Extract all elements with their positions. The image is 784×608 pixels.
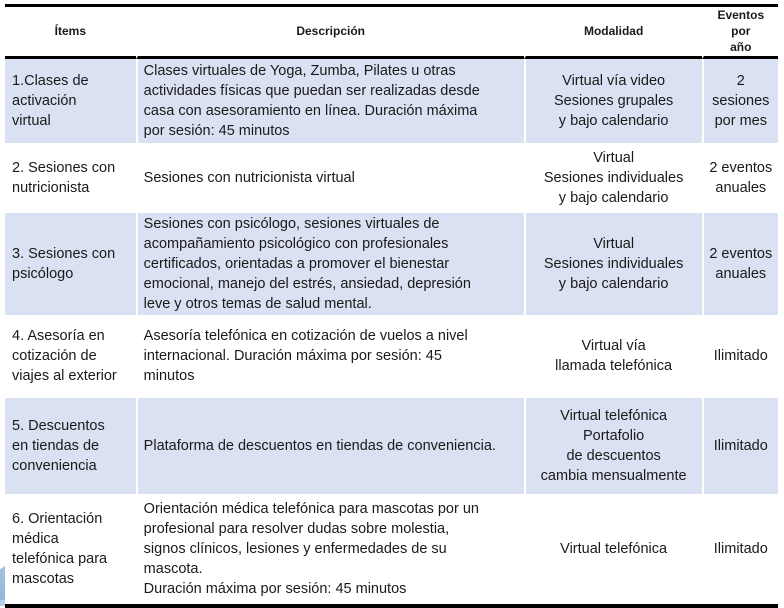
cell-descripcion: Plataforma de descuentos en tiendas de conveniencia. bbox=[136, 398, 524, 496]
table-row bbox=[5, 59, 778, 145]
cell-item: 6. Orientación médica telefónica para mascotas bbox=[5, 496, 136, 604]
cell-descripcion: Asesoría telefónica en cotización de vuelos a nivel internacional. Duración máxima por sesión: 45 minutos bbox=[136, 317, 524, 398]
cell-descripcion: Orientación médica telefónica para mascotas por un profesional para resolver dudas sobre molestia, signos clínicos, lesiones y enfermedades de su mascota. Duración máxima por sesión: 45 minutos bbox=[136, 496, 524, 604]
cell-eventos: Ilimitado bbox=[702, 496, 778, 604]
cell-item: 4. Asesoría en cotización de viajes al exterior bbox=[5, 317, 136, 398]
table-row bbox=[5, 398, 778, 496]
header-eventos: Eventos por año bbox=[702, 7, 778, 59]
cell-item: 5. Descuentos en tiendas de conveniencia bbox=[5, 398, 136, 496]
table-header-row bbox=[5, 7, 778, 59]
table-row bbox=[5, 496, 778, 604]
cell-modalidad: Virtual vía llamada telefónica bbox=[524, 317, 702, 398]
cell-modalidad: Virtual Sesiones individuales y bajo calendario bbox=[524, 145, 702, 213]
cell-item: 1.Clases de activación virtual bbox=[5, 59, 136, 145]
table-row bbox=[5, 317, 778, 398]
cell-modalidad: Virtual vía video Sesiones grupales y bajo calendario bbox=[524, 59, 702, 145]
cell-eventos: Ilimitado bbox=[702, 317, 778, 398]
header-items: Ítems bbox=[5, 7, 136, 59]
cell-modalidad: Virtual telefónica bbox=[524, 496, 702, 604]
cell-eventos: 2 eventos anuales bbox=[702, 213, 778, 317]
cell-modalidad: Virtual telefónica Portafolio de descuentos cambia mensualmente bbox=[524, 398, 702, 496]
cell-item: 2. Sesiones con nutricionista bbox=[5, 145, 136, 213]
cell-eventos: 2 eventos anuales bbox=[702, 145, 778, 213]
header-modalidad: Modalidad bbox=[524, 7, 702, 59]
services-table bbox=[5, 4, 778, 608]
cell-eventos: Ilimitado bbox=[702, 398, 778, 496]
cell-eventos: 2 sesiones por mes bbox=[702, 59, 778, 145]
cell-modalidad: Virtual Sesiones individuales y bajo calendario bbox=[524, 213, 702, 317]
header-descripcion: Descripción bbox=[136, 7, 524, 59]
cell-descripcion: Sesiones con psicólogo, sesiones virtuales de acompañamiento psicológico con profesionales certificados, orientadas a promover el bienestar emocional, manejo del estrés, ansiedad, depresión leve y otros temas de salud mental. bbox=[136, 213, 524, 317]
cell-descripcion: Sesiones con nutricionista virtual bbox=[136, 145, 524, 213]
cell-item: 3. Sesiones con psicólogo bbox=[5, 213, 136, 317]
cell-descripcion: Clases virtuales de Yoga, Zumba, Pilates u otras actividades físicas que puedan ser realizadas desde casa con asesoramiento en línea. Duración máxima por sesión: 45 minutos bbox=[136, 59, 524, 145]
table-row bbox=[5, 145, 778, 213]
table-row bbox=[5, 213, 778, 317]
